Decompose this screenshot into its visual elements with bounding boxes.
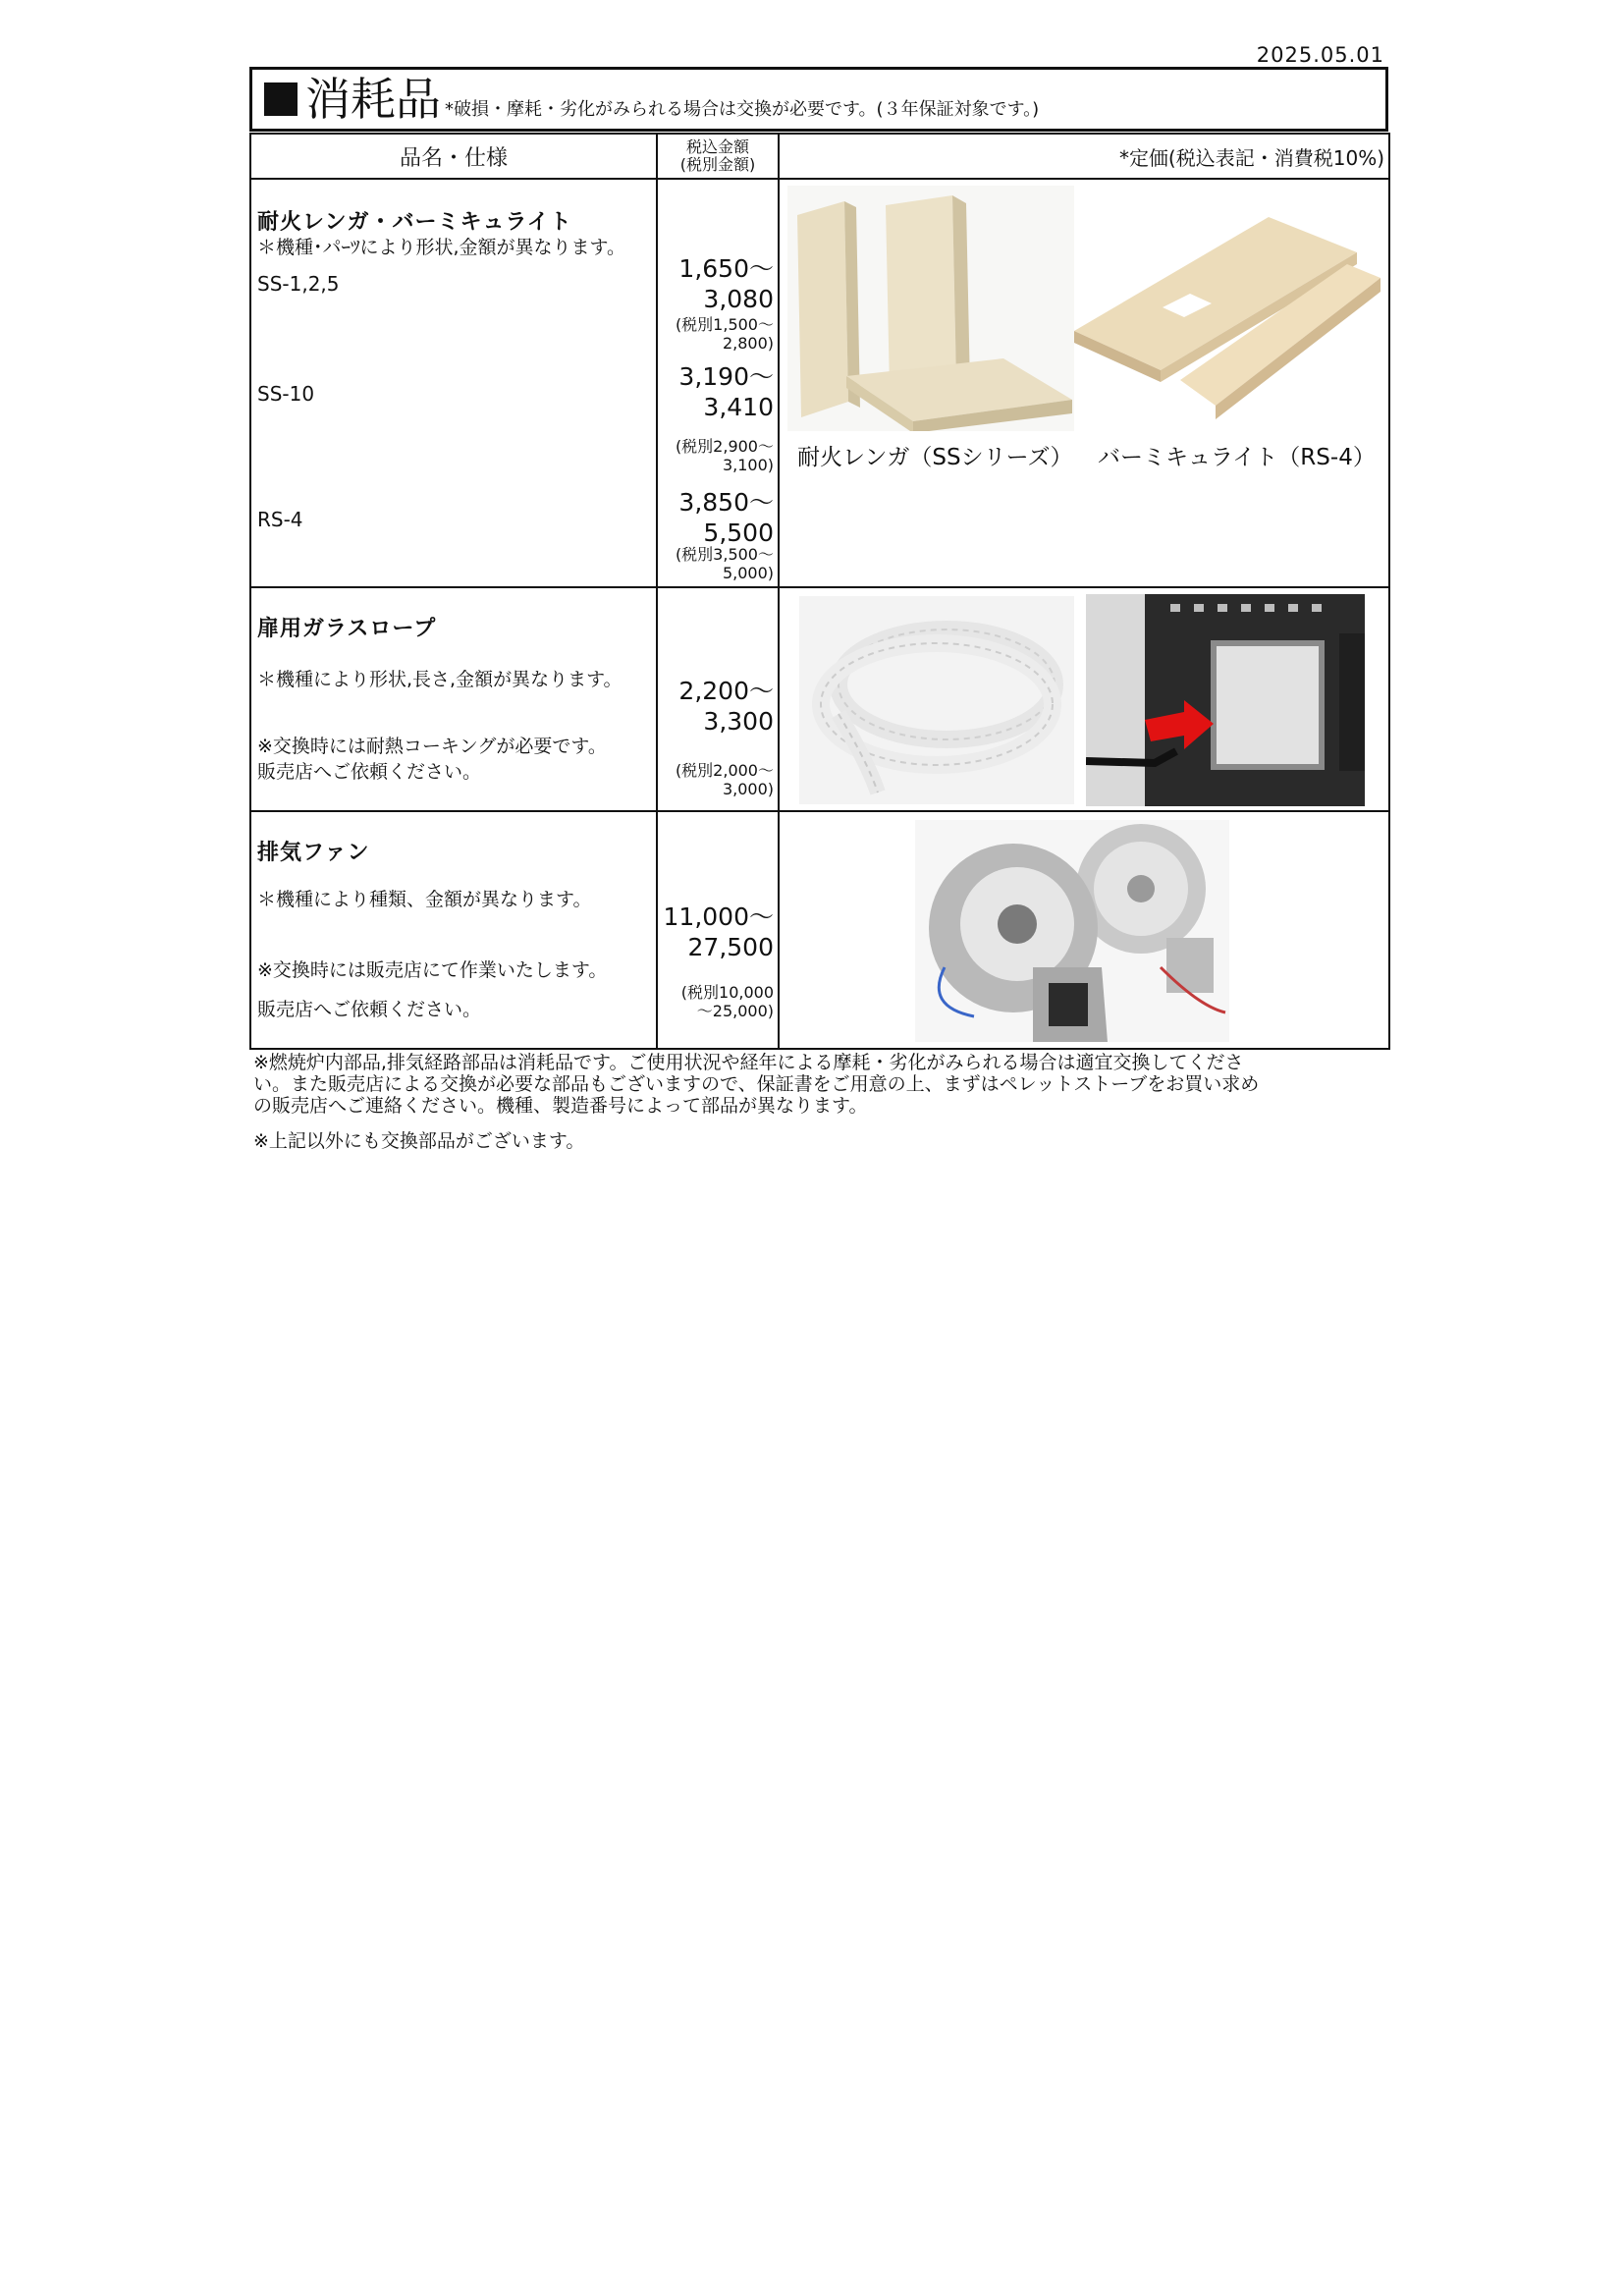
price-line: 27,500 bbox=[687, 932, 774, 961]
table-header-row bbox=[250, 134, 1389, 179]
price-excl-line: 2,800) bbox=[722, 334, 774, 354]
header-price bbox=[657, 134, 779, 179]
price-line: 5,500 bbox=[703, 518, 774, 547]
vermiculite-image bbox=[1072, 213, 1380, 425]
document-date: 2025.05.01 bbox=[1256, 43, 1384, 67]
price-excl-line: ～25,000) bbox=[696, 1002, 774, 1021]
table-row bbox=[250, 587, 1389, 811]
price-line: 1,650～ bbox=[678, 254, 774, 283]
row1-image-cell bbox=[779, 179, 1389, 587]
section-title-note: *破損・摩耗・劣化がみられる場合は交換が必要です。(３年保証対象です。) bbox=[445, 99, 1040, 120]
product-note-2: ※交換時には耐熱コーキングが必要です。 bbox=[257, 736, 607, 757]
price-excl-line: 5,000) bbox=[722, 564, 774, 583]
product-name: 耐火レンガ・バーミキュライト bbox=[257, 210, 572, 235]
footer-line: い。また販売店による交換が必要な部品もございますので、保証書をご用意の上、まずはペレットストーブをお買い求め bbox=[253, 1072, 1260, 1095]
table-row bbox=[250, 179, 1389, 587]
row2-image-cell bbox=[779, 587, 1389, 811]
section-title-box bbox=[249, 67, 1388, 132]
firebrick-image bbox=[787, 186, 1074, 431]
footer-line: ※燃焼炉内部品,排気経路部品は消耗品です。ご使用状況や経年による摩耗・劣化がみられる場合は適宜交換してくださ bbox=[253, 1052, 1244, 1073]
price-line: 11,000～ bbox=[663, 902, 774, 931]
model-ss125: SS-1,2,5 bbox=[257, 272, 340, 296]
price-excl-exhaust-fan bbox=[681, 983, 774, 1020]
stove-door-image bbox=[1086, 594, 1365, 806]
header-price-excl: (税別金額) bbox=[679, 155, 756, 174]
row1-name-cell bbox=[250, 179, 657, 587]
price-excl-line: (税別3,500～ bbox=[675, 545, 774, 564]
row2-price-cell bbox=[657, 587, 779, 811]
product-note-3: 販売店へご依頼ください。 bbox=[257, 761, 482, 783]
price-excl-line: (税別2,000～ bbox=[675, 761, 774, 780]
price-line: 2,200～ bbox=[678, 677, 774, 705]
price-ss125 bbox=[678, 254, 774, 314]
row2-name-cell bbox=[250, 587, 657, 811]
price-exhaust-fan bbox=[664, 902, 774, 962]
price-glass-rope bbox=[678, 677, 774, 737]
price-excl-line: 3,100) bbox=[722, 456, 774, 475]
price-line: 3,080 bbox=[703, 284, 774, 313]
footer-line: ※上記以外にも交換部品がございます。 bbox=[253, 1129, 585, 1152]
product-note-2: ※交換時には販売店にて作業いたします。 bbox=[257, 959, 608, 981]
product-note: ＊機種により形状,長さ,金額が異なります。 bbox=[257, 669, 623, 690]
header-list-price-note: *定価(税込表記・消費税10%) bbox=[779, 134, 1389, 179]
price-line: 3,850～ bbox=[678, 488, 774, 517]
price-line: 3,410 bbox=[703, 392, 774, 421]
price-rs4 bbox=[678, 488, 774, 548]
price-excl-line: (税別1,500～ bbox=[675, 315, 774, 334]
header-price-incl: 税込金額 bbox=[685, 137, 749, 156]
price-line: 3,300 bbox=[703, 706, 774, 736]
row3-image-cell bbox=[779, 811, 1389, 1049]
table-row bbox=[250, 811, 1389, 1049]
price-excl-glass-rope bbox=[676, 761, 774, 798]
consumables-table bbox=[249, 133, 1390, 1050]
product-note: ＊機種･パｰﾂにより形状,金額が異なります。 bbox=[257, 237, 626, 258]
header-name-spec: 品名・仕様 bbox=[250, 134, 657, 179]
glass-rope-image bbox=[799, 596, 1074, 804]
price-ss10 bbox=[678, 362, 774, 422]
price-line: 3,190～ bbox=[678, 362, 774, 391]
caption-firebrick: 耐火レンガ（SSシリーズ） bbox=[797, 445, 1073, 470]
product-note-3: 販売店へご依頼ください。 bbox=[257, 999, 482, 1020]
row1-price-cell bbox=[657, 179, 779, 587]
row3-price-cell bbox=[657, 811, 779, 1049]
price-excl-ss125 bbox=[676, 315, 774, 353]
product-name: 排気ファン bbox=[257, 841, 370, 865]
price-excl-ss10 bbox=[676, 437, 774, 474]
footer-notes bbox=[253, 1053, 1388, 1152]
section-title: 消耗品 bbox=[305, 73, 441, 126]
price-excl-rs4 bbox=[676, 545, 774, 582]
model-ss10: SS-10 bbox=[257, 382, 315, 406]
footer-line: の販売店へご連絡ください。機種、製造番号によって部品が異なります。 bbox=[253, 1094, 868, 1117]
black-square-icon bbox=[264, 82, 298, 116]
model-rs4: RS-4 bbox=[257, 508, 303, 531]
price-excl-line: (税別2,900～ bbox=[675, 437, 774, 456]
caption-vermiculite: バーミキュライト（RS-4） bbox=[1098, 445, 1376, 470]
price-excl-line: (税別10,000 bbox=[680, 983, 774, 1002]
product-note: ＊機種により種類、金額が異なります。 bbox=[257, 889, 592, 910]
product-name: 扉用ガラスロープ bbox=[257, 617, 437, 641]
price-excl-line: 3,000) bbox=[722, 780, 774, 799]
exhaust-fan-image bbox=[915, 820, 1229, 1042]
row3-name-cell bbox=[250, 811, 657, 1049]
